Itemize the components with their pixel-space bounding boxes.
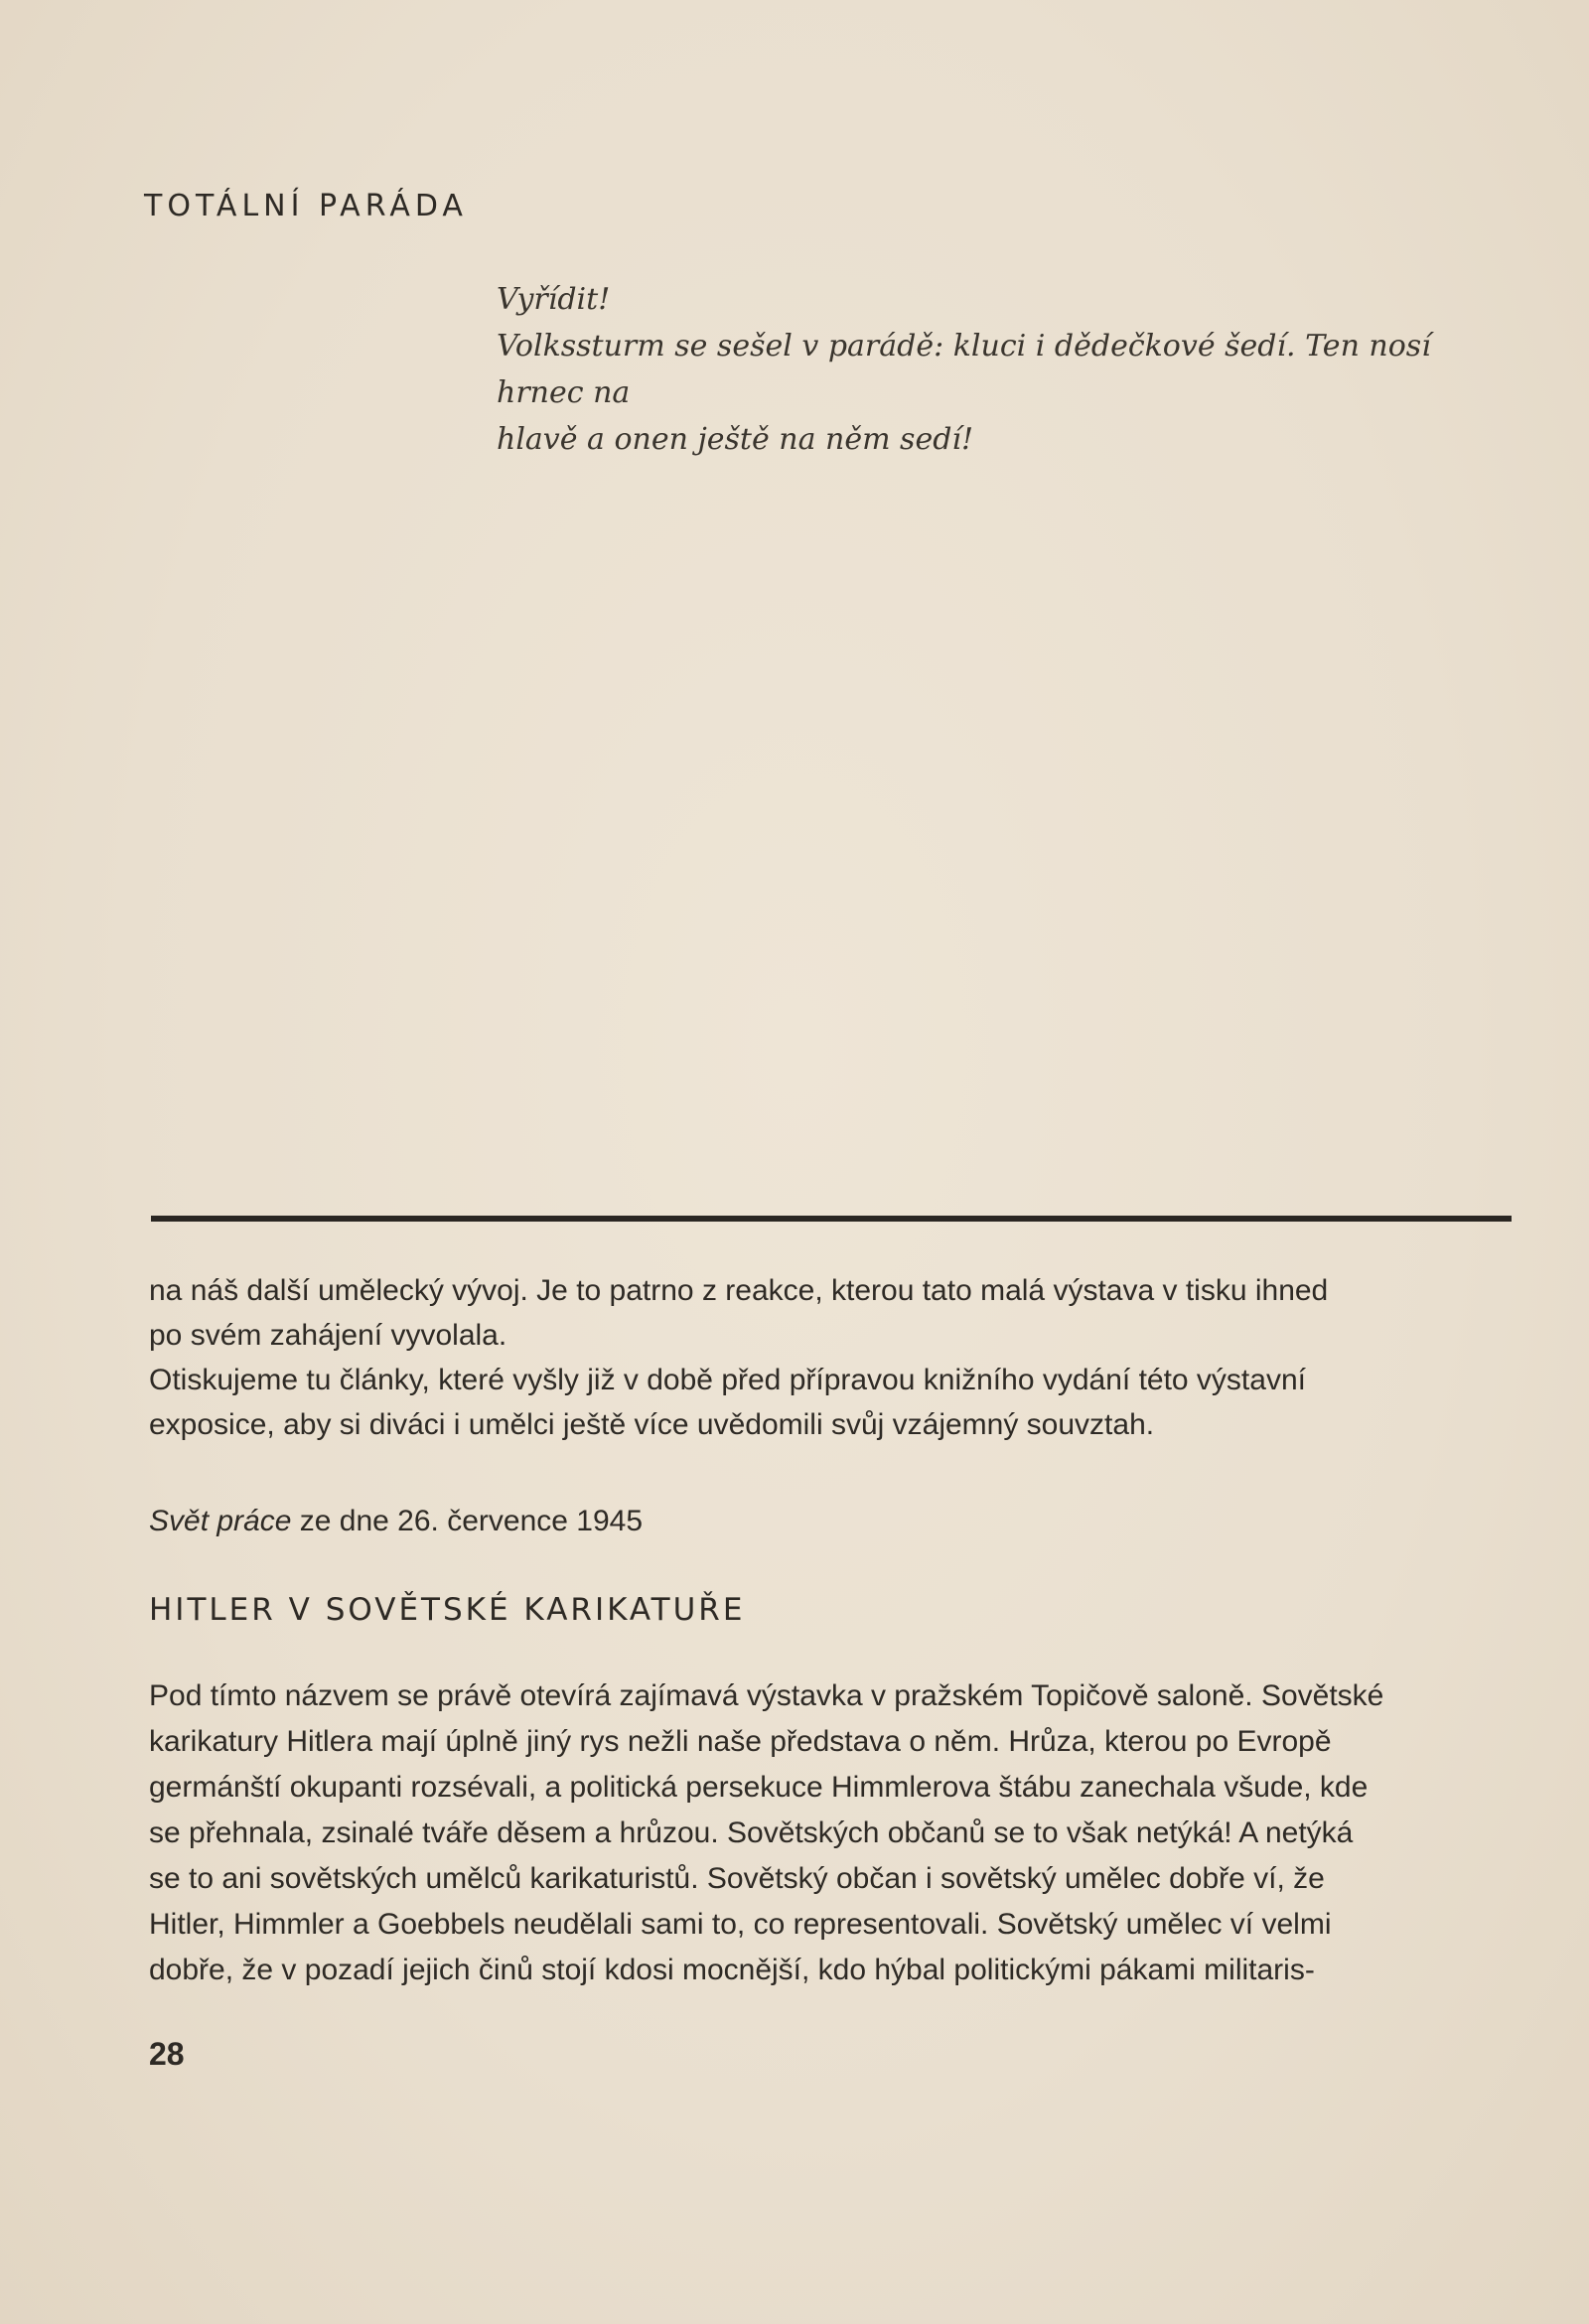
poem-line: Vyřídit! (497, 282, 611, 317)
text-line: karikatury Hitlera mají úplně jiný rys nežli naše představa o něm. Hrůza, kterou po Evropě (149, 1725, 1332, 1758)
poem-block (497, 276, 1510, 463)
horizontal-rule (151, 1216, 1512, 1222)
source-citation (149, 1505, 643, 1538)
article-title: HITLER V SOVĚTSKÉ KARIKATUŘE (149, 1592, 746, 1628)
source-publication: Svět práce (149, 1505, 292, 1537)
text-line: se přehnala, zsinalé tváře děsem a hrůzou. Sovětských občanů se to však netýká! A netýká (149, 1816, 1354, 1849)
article-paragraph (149, 1673, 1512, 1993)
page-number: 28 (149, 2036, 185, 2072)
text-line: dobře, že v pozadí jejich činů stojí kdosi mocnější, kdo hýbal politickými pákami militaris- (149, 1954, 1315, 1986)
intro-paragraph (149, 1268, 1512, 1447)
poem-line: hlavě a onen ještě na něm sedí! (497, 422, 974, 457)
text-line: exposice, aby si diváci i umělci ještě více uvědomili svůj vzájemný souvztah. (149, 1408, 1155, 1441)
section-title: TOTÁLNÍ PARÁDA (144, 189, 468, 223)
text-line: Otiskujeme tu články, které vyšly již v době před přípravou knižního vydání této výstavní (149, 1364, 1306, 1396)
source-date: ze dne 26. července 1945 (299, 1505, 644, 1537)
text-line: Hitler, Himmler a Goebbels neudělali sami to, co representovali. Sovětský umělec ví velmi (149, 1908, 1332, 1941)
text-line: germánští okupanti rozsévali, a politická persekuce Himmlerova štábu zanechala všude, kde (149, 1771, 1369, 1804)
text-line: po svém zahájení vyvolala. (149, 1319, 507, 1352)
poem-line: Volkssturm se sešel v parádě: kluci i dědečkové šedí. Ten nosí hrnec na (497, 329, 1431, 410)
text-line: Pod tímto názvem se právě otevírá zajímavá výstavka v pražském Topičově saloně. Sovětské (149, 1679, 1384, 1712)
text-line: na náš další umělecký vývoj. Je to patrno z reakce, kterou tato malá výstava v tisku ihned (149, 1274, 1329, 1307)
text-line: se to ani sovětských umělců karikaturistů. Sovětský občan i sovětský umělec dobře ví, že (149, 1862, 1325, 1895)
